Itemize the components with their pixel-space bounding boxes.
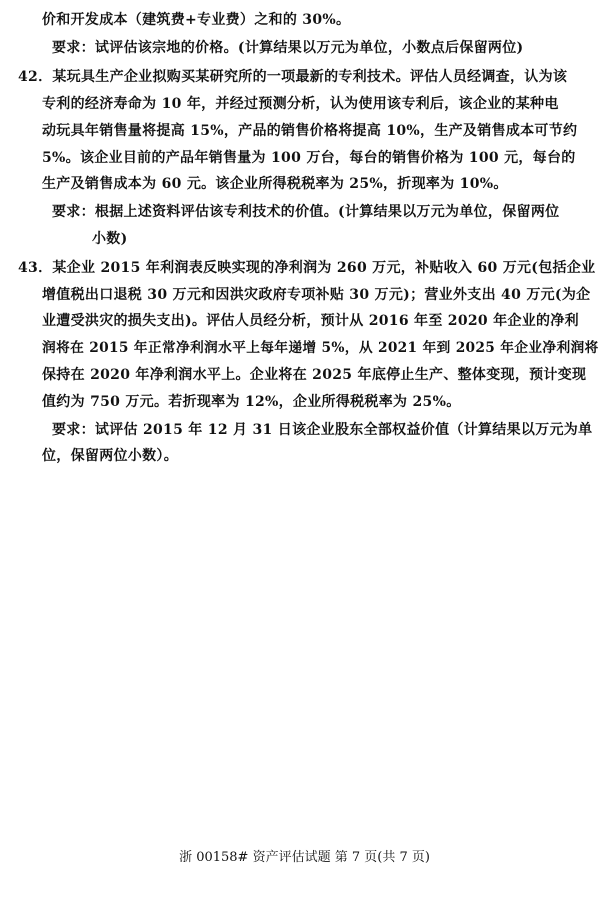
q43-line: 保持在 2020 年净利润水平上。企业将在 2025 年底停止生产、整体变现，预计变现	[42, 367, 587, 383]
q42-line: 42．某玩具生产企业拟购买某研究所的一项最新的专利技术。评估人员经调查，认为该	[18, 69, 568, 85]
q43-requirement: 要求：试评估 2015 年 12 月 31 日该企业股东全部权益价值（计算结果以万元为单	[52, 422, 593, 438]
q42-line: 生产及销售成本为 60 元。该企业所得税税率为 25%，折现率为 10%。	[42, 176, 508, 192]
q43-requirement: 位，保留两位小数）。	[42, 448, 178, 464]
page-footer: 浙 00158# 资产评估试题 第 7 页(共 7 页)	[179, 850, 430, 865]
q42-line: 专利的经济寿命为 10 年，并经过预测分析，认为使用该专利后，该企业的某种电	[42, 96, 559, 112]
q43-line: 润将在 2015 年正常净利润水平上每年递增 5%，从 2021 年到 2025 年企业净利润将	[42, 340, 599, 356]
q43-line: 业遭受洪灾的损失支出)。评估人员经分析，预计从 2016 年至 2020 年企业的净利	[42, 313, 579, 329]
q43-line: 43．某企业 2015 年利润表反映实现的净利润为 260 万元，补贴收入 60 万元(包括企业	[18, 260, 596, 276]
q43-line: 增值税出口退税 30 万元和因洪灾政府专项补贴 30 万元)；营业外支出 40 万元(为企	[42, 287, 591, 303]
q41-requirement: 要求：试评估该宗地的价格。(计算结果以万元为单位，小数点后保留两位)	[52, 40, 524, 56]
q43-line: 值约为 750 万元。若折现率为 12%，企业所得税税率为 25%。	[42, 394, 461, 410]
q42-line: 5%。该企业目前的产品年销售量为 100 万台，每台的销售价格为 100 元，每台的	[42, 150, 576, 166]
q42-line: 动玩具年销售量将提高 15%，产品的销售价格将提高 10%，生产及销售成本可节约	[42, 123, 578, 139]
q41-tail-line: 价和开发成本（建筑费+专业费）之和的 30%。	[42, 12, 351, 28]
q42-requirement: 小数)	[92, 231, 128, 247]
q42-requirement: 要求：根据上述资料评估该专利技术的价值。(计算结果以万元为单位，保留两位	[52, 204, 560, 220]
